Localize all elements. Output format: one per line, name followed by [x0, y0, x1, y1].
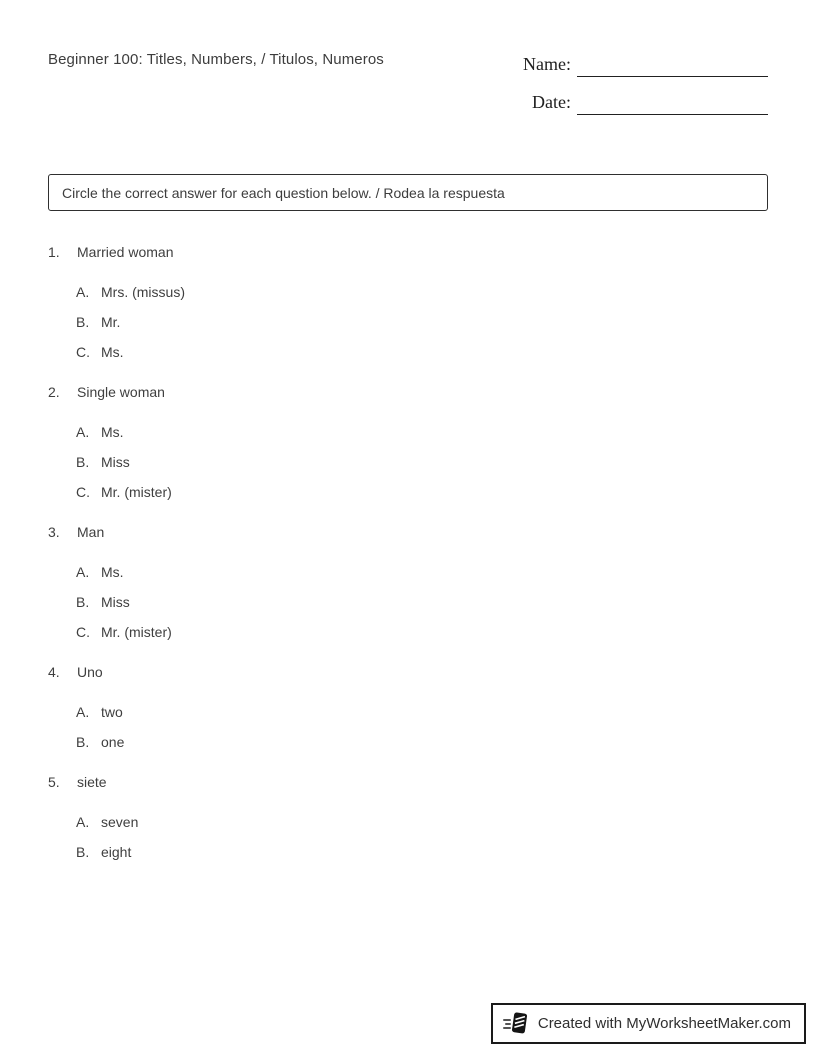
answer-option[interactable] [76, 452, 768, 472]
option-text: Ms. [101, 344, 124, 360]
date-label: Date: [532, 92, 571, 112]
question-block [48, 522, 768, 642]
option-text: Miss [101, 454, 130, 470]
student-fields [515, 52, 768, 128]
option-text: one [101, 734, 125, 750]
question-header [48, 772, 768, 792]
date-blank-line[interactable] [577, 91, 768, 115]
option-letter: B. [76, 594, 90, 610]
answer-option[interactable] [76, 812, 768, 832]
answer-option[interactable] [76, 702, 768, 722]
name-label: Name: [523, 54, 571, 74]
option-list [48, 562, 768, 642]
option-text: Mr. (mister) [101, 484, 172, 500]
option-letter: A. [76, 704, 90, 720]
answer-option[interactable] [76, 592, 768, 612]
option-letter: B. [76, 314, 90, 330]
option-letter: B. [76, 734, 90, 750]
credit-text: Created with MyWorksheetMaker.com [537, 1015, 791, 1032]
option-text: Ms. [101, 424, 124, 440]
worksheet-title: Beginner 100: Titles, Numbers, / Titulos, Numeros [48, 51, 384, 68]
worksheet-maker-logo-icon [503, 1010, 530, 1037]
name-field-row [515, 52, 768, 77]
date-field-row [515, 90, 768, 115]
question-header [48, 522, 768, 542]
question-number: 5. [48, 774, 60, 790]
question-number: 1. [48, 244, 60, 260]
answer-option[interactable] [76, 482, 768, 502]
answer-option[interactable] [76, 842, 768, 862]
option-letter: C. [76, 624, 90, 640]
question-text: siete [77, 774, 107, 790]
answer-option[interactable] [76, 562, 768, 582]
option-text: two [101, 704, 123, 720]
option-text: Miss [101, 594, 130, 610]
question-header [48, 662, 768, 682]
question-number: 3. [48, 524, 60, 540]
option-text: Mr. [101, 314, 121, 330]
question-text: Uno [77, 664, 103, 680]
answer-option[interactable] [76, 282, 768, 302]
option-letter: B. [76, 454, 90, 470]
answer-option[interactable] [76, 732, 768, 752]
answer-option[interactable] [76, 622, 768, 642]
option-list [48, 812, 768, 862]
option-letter: A. [76, 814, 90, 830]
answer-option[interactable] [76, 342, 768, 362]
question-number: 4. [48, 664, 60, 680]
option-list [48, 422, 768, 502]
option-letter: B. [76, 844, 90, 860]
option-letter: A. [76, 424, 90, 440]
question-block [48, 662, 768, 752]
credit-box [491, 1003, 806, 1044]
question-text: Married woman [77, 244, 174, 260]
question-list [48, 242, 768, 862]
page-header [0, 0, 816, 128]
question-header [48, 382, 768, 402]
question-block [48, 242, 768, 362]
option-letter: A. [76, 564, 90, 580]
option-list [48, 702, 768, 752]
option-letter: A. [76, 284, 90, 300]
option-text: seven [101, 814, 139, 830]
question-block [48, 772, 768, 862]
name-blank-line[interactable] [577, 53, 768, 77]
instruction-box [48, 174, 768, 211]
question-number: 2. [48, 384, 60, 400]
option-letter: C. [76, 484, 90, 500]
question-text: Single woman [77, 384, 165, 400]
question-header [48, 242, 768, 262]
instruction-text: Circle the correct answer for each question below. / Rodea la respuesta [62, 184, 505, 201]
option-text: Mr. (mister) [101, 624, 172, 640]
answer-option[interactable] [76, 422, 768, 442]
option-list [48, 282, 768, 362]
option-text: Mrs. (missus) [101, 284, 185, 300]
option-letter: C. [76, 344, 90, 360]
option-text: Ms. [101, 564, 124, 580]
answer-option[interactable] [76, 312, 768, 332]
option-text: eight [101, 844, 132, 860]
question-text: Man [77, 524, 105, 540]
question-block [48, 382, 768, 502]
